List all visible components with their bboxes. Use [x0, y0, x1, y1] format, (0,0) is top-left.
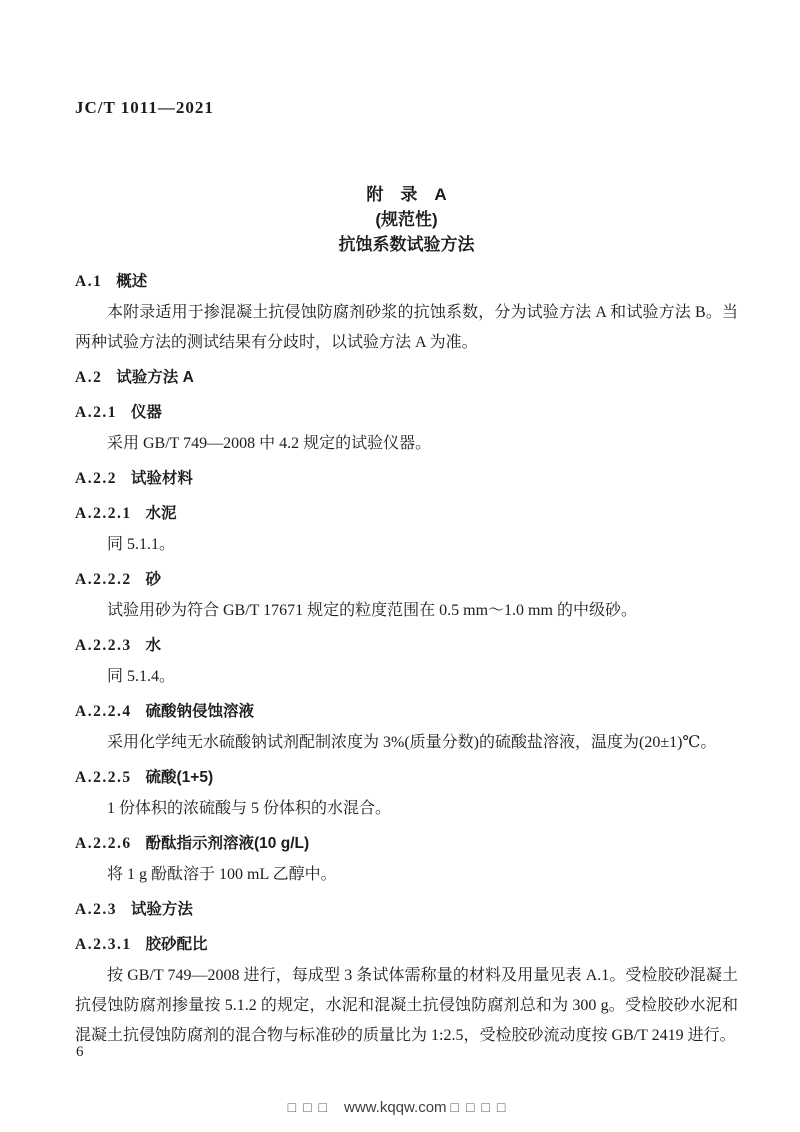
- clause-heading-a23: [75, 895, 738, 925]
- standard-number-header: JC/T 1011—2021: [75, 98, 214, 117]
- clause-heading-a22: [75, 464, 738, 494]
- clause-number: A.2.1: [75, 404, 117, 421]
- clause-number: A.2.3: [75, 901, 117, 918]
- body-paragraph: 同 5.1.1。: [107, 536, 176, 553]
- clause-title: 水泥: [145, 505, 177, 522]
- clause-title: 硫酸钠侵蚀溶液: [145, 703, 255, 720]
- clause-heading-a225: [75, 763, 738, 793]
- appendix-title-block: [75, 182, 738, 257]
- clause-heading-a221: [75, 499, 738, 529]
- appendix-title: 附 录 A: [366, 185, 447, 204]
- clause-title: 试验方法 A: [116, 369, 194, 386]
- clause-number: A.2.2.6: [75, 835, 132, 852]
- clause-heading-a2: [75, 363, 738, 393]
- clause-number: A.2: [75, 369, 103, 386]
- clause-heading-a1: [75, 267, 738, 297]
- body-paragraph: 1 份体积的浓硫酸与 5 份体积的水混合。: [107, 800, 392, 817]
- watermark-url: www.kqqw.com: [344, 1099, 447, 1116]
- clause-number: A.2.2.5: [75, 769, 132, 786]
- clause-title: 酚酞指示剂溶液(10 g/L): [145, 835, 310, 852]
- clause-title: 胶砂配比: [145, 936, 208, 953]
- clause-number: A.2.3.1: [75, 936, 132, 953]
- clause-number: A.2.2.2: [75, 571, 132, 588]
- clause-number: A.1: [75, 273, 103, 290]
- body-paragraph: 本附录适用于掺混凝土抗侵蚀防腐剂砂浆的抗蚀系数，分为试验方法 A 和试验方法 B。当两种试验方法的测试结果有分歧时，以试验方法 A 为准。: [75, 304, 738, 351]
- clause-heading-a222: [75, 565, 738, 595]
- body-paragraph: 按 GB/T 749—2008 进行，每成型 3 条试体需称量的材料及用量见表 A.1。受检胶砂混凝土抗侵蚀防腐剂掺量按 5.1.2 的规定，水泥和混凝土抗侵蚀防腐剂总和为 300 g。受检胶砂水泥和混凝土抗侵蚀防腐剂的混合物与标准砂的质量比为 1:2.5，受检胶砂流动度按 GB/T 2419 进行。: [75, 967, 738, 1044]
- clause-number: A.2.2.4: [75, 703, 132, 720]
- clause-number: A.2.2.3: [75, 637, 132, 654]
- clause-title: 试验方法: [130, 901, 193, 918]
- body-paragraph: 试验用砂为符合 GB/T 17671 规定的粒度范围在 0.5 mm～1.0 mm 的中级砂。: [107, 602, 637, 619]
- clause-heading-a226: [75, 829, 738, 859]
- clause-title: 水: [145, 637, 162, 654]
- clause-number: A.2.2.1: [75, 505, 132, 522]
- clause-title: 砂: [145, 571, 162, 588]
- clause-title: 仪器: [130, 404, 162, 421]
- body-paragraph: 同 5.1.4。: [107, 668, 176, 685]
- clause-title: 概述: [116, 273, 148, 290]
- body-paragraph: 将 1 g 酚酞溶于 100 mL 乙醇中。: [107, 866, 337, 883]
- appendix-subject-title: 抗蚀系数试验方法: [338, 235, 475, 254]
- watermark-missing-glyphs-left: □□□: [287, 1099, 334, 1115]
- clause-title: 硫酸(1+5): [145, 769, 214, 786]
- clause-heading-a21: [75, 398, 738, 428]
- clause-title: 试验材料: [130, 470, 193, 487]
- body-paragraph: 采用 GB/T 749—2008 中 4.2 规定的试验仪器。: [107, 435, 432, 452]
- clause-number: A.2.2: [75, 470, 117, 487]
- watermark: [0, 1096, 800, 1119]
- clause-heading-a223: [75, 631, 738, 661]
- page-number: 6: [76, 1044, 84, 1060]
- watermark-missing-glyphs-right: □□□□: [450, 1099, 513, 1115]
- appendix-normative-label: (规范性): [375, 210, 438, 229]
- clause-heading-a231: [75, 930, 738, 960]
- body-paragraph: 采用化学纯无水硫酸钠试剂配制浓度为 3%(质量分数)的硫酸盐溶液，温度为(20±1)℃。: [107, 734, 717, 751]
- clause-heading-a224: [75, 697, 738, 727]
